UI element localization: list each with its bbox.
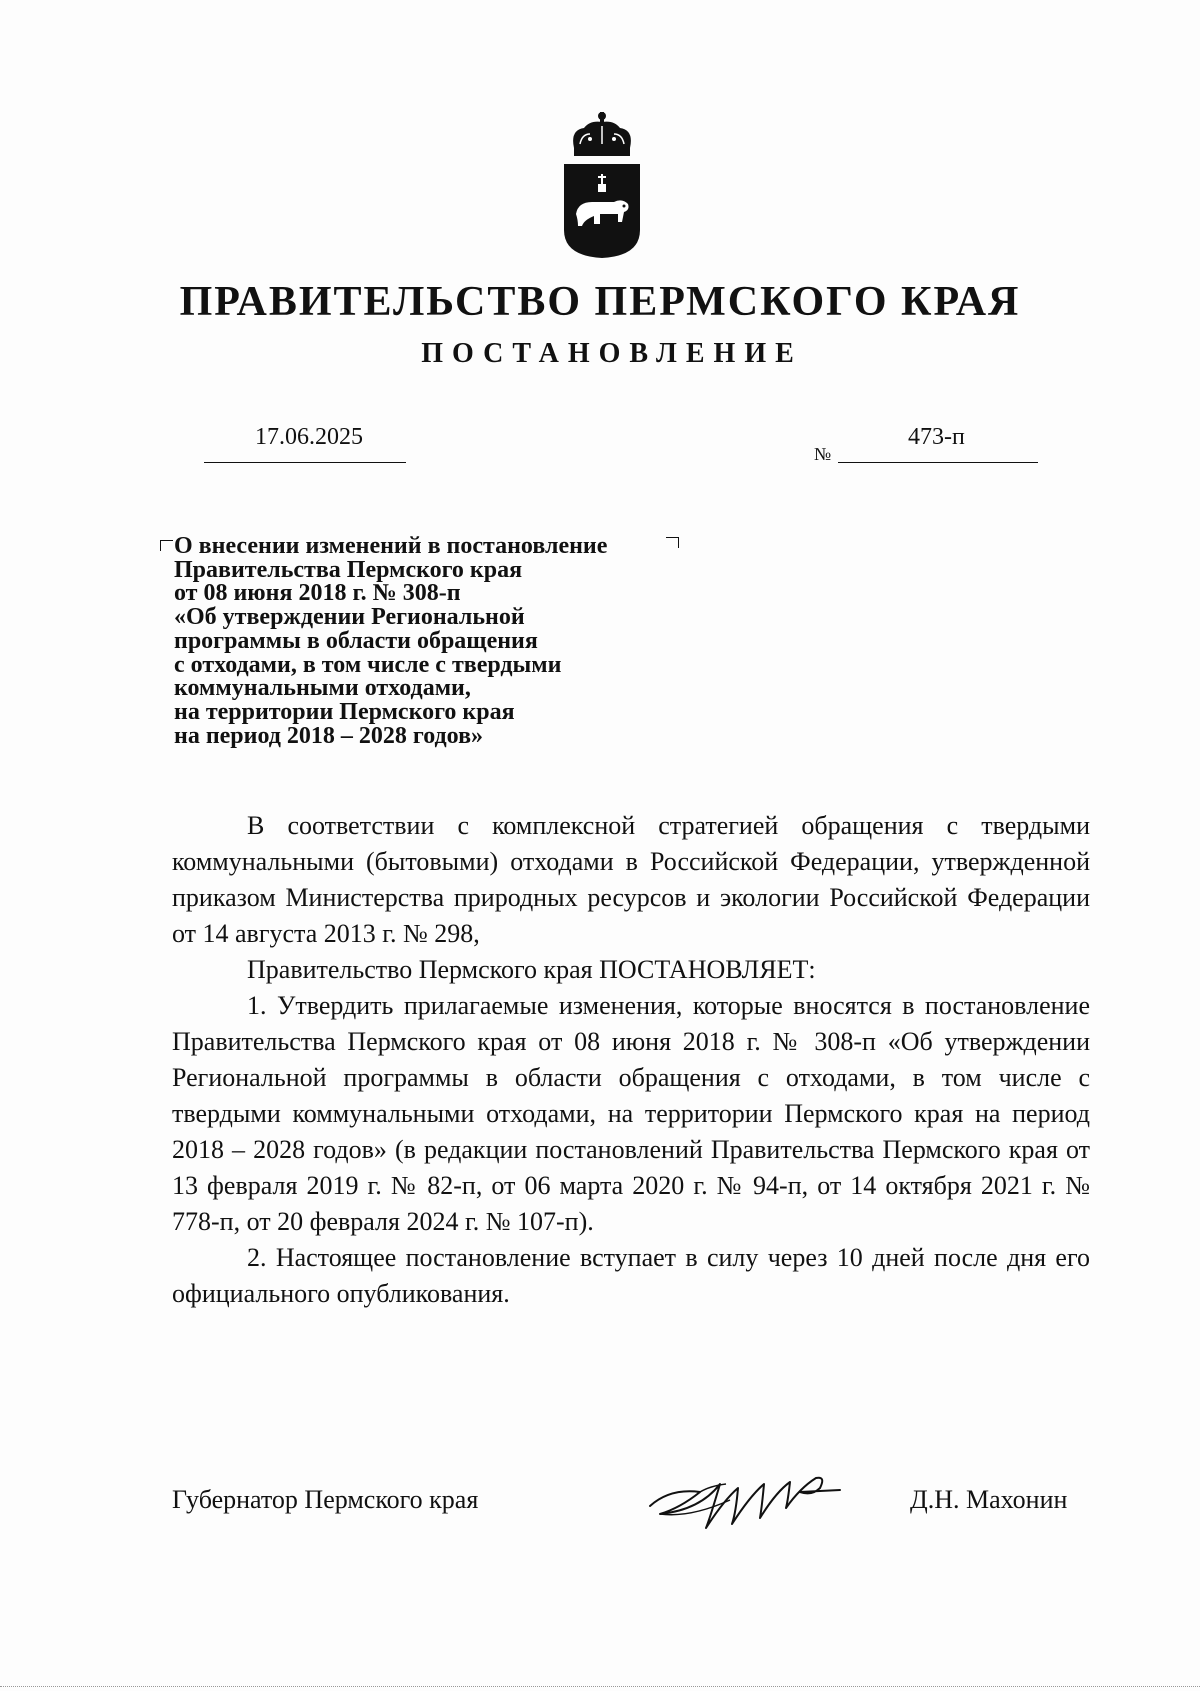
subject-line: коммунальными отходами,: [174, 675, 471, 702]
document-subject: [174, 535, 714, 748]
handwritten-signature-icon: [640, 1448, 860, 1538]
subject-line: от 08 июня 2018 г. № 308-п: [174, 580, 461, 607]
government-title: ПРАВИТЕЛЬСТВО ПЕРМСКОГО КРАЯ: [179, 279, 1021, 325]
document-date: 17.06.2025: [255, 424, 363, 450]
body-paragraph: 2. Настоящее постановление вступает в силу через 10 дней после дня его официального опубликования.: [172, 1243, 1090, 1308]
subject-line: на период 2018 – 2028 годов»: [174, 722, 484, 749]
perm-krai-coat-of-arms-icon: [560, 110, 644, 260]
document-number: 473-п: [908, 424, 965, 450]
document-body: [172, 808, 1090, 1312]
subject-bracket-left: [160, 540, 173, 551]
number-underline: [838, 462, 1038, 463]
signatory-name: Д.Н. Махонин: [910, 1485, 1068, 1514]
signatory-title: Губернатор Пермского края: [172, 1485, 479, 1514]
subject-line: на территории Пермского края: [174, 698, 515, 725]
date-underline: [204, 462, 406, 463]
scan-edge-divider: [0, 1686, 1200, 1687]
document-type: ПОСТАНОВЛЕНИЕ: [421, 338, 803, 369]
body-paragraph: Правительство Пермского края ПОСТАНОВЛЯЕТ:: [247, 955, 816, 984]
subject-line: Правительства Пермского края: [174, 556, 523, 583]
subject-line: с отходами, в том числе с твердыми: [174, 651, 562, 678]
subject-line: программы в области обращения: [174, 627, 538, 654]
subject-line: «Об утверждении Региональной: [174, 604, 525, 631]
body-paragraph: В соответствии с комплексной стратегией обращения с твердыми коммунальными (бытовыми) отходами в Российской Федерации, утвержденной приказом Министерства природных ресурсов и экологии Российской Федерации от 14 августа 2013 г. № 298,: [172, 811, 1090, 948]
body-paragraph: 1. Утвердить прилагаемые изменения, которые вносятся в постановление Правительства Пермского края от 08 июня 2018 г. № 308-п «Об утверждении Региональной программы в области обращения с отходами, в том числе с твердыми коммунальными отходами, на территории Пермского края на период 2018 – 2028 годов» (в редакции постановлений Правительства Пермского края от 13 февраля 2019 г. № 82-п, от 06 марта 2020 г. № 94-п, от 14 октября 2021 г. № 778-п, от 20 февраля 2024 г. № 107-п).: [172, 991, 1090, 1236]
number-sign: №: [814, 444, 832, 464]
subject-line: О внесении изменений в постановление: [174, 533, 608, 559]
